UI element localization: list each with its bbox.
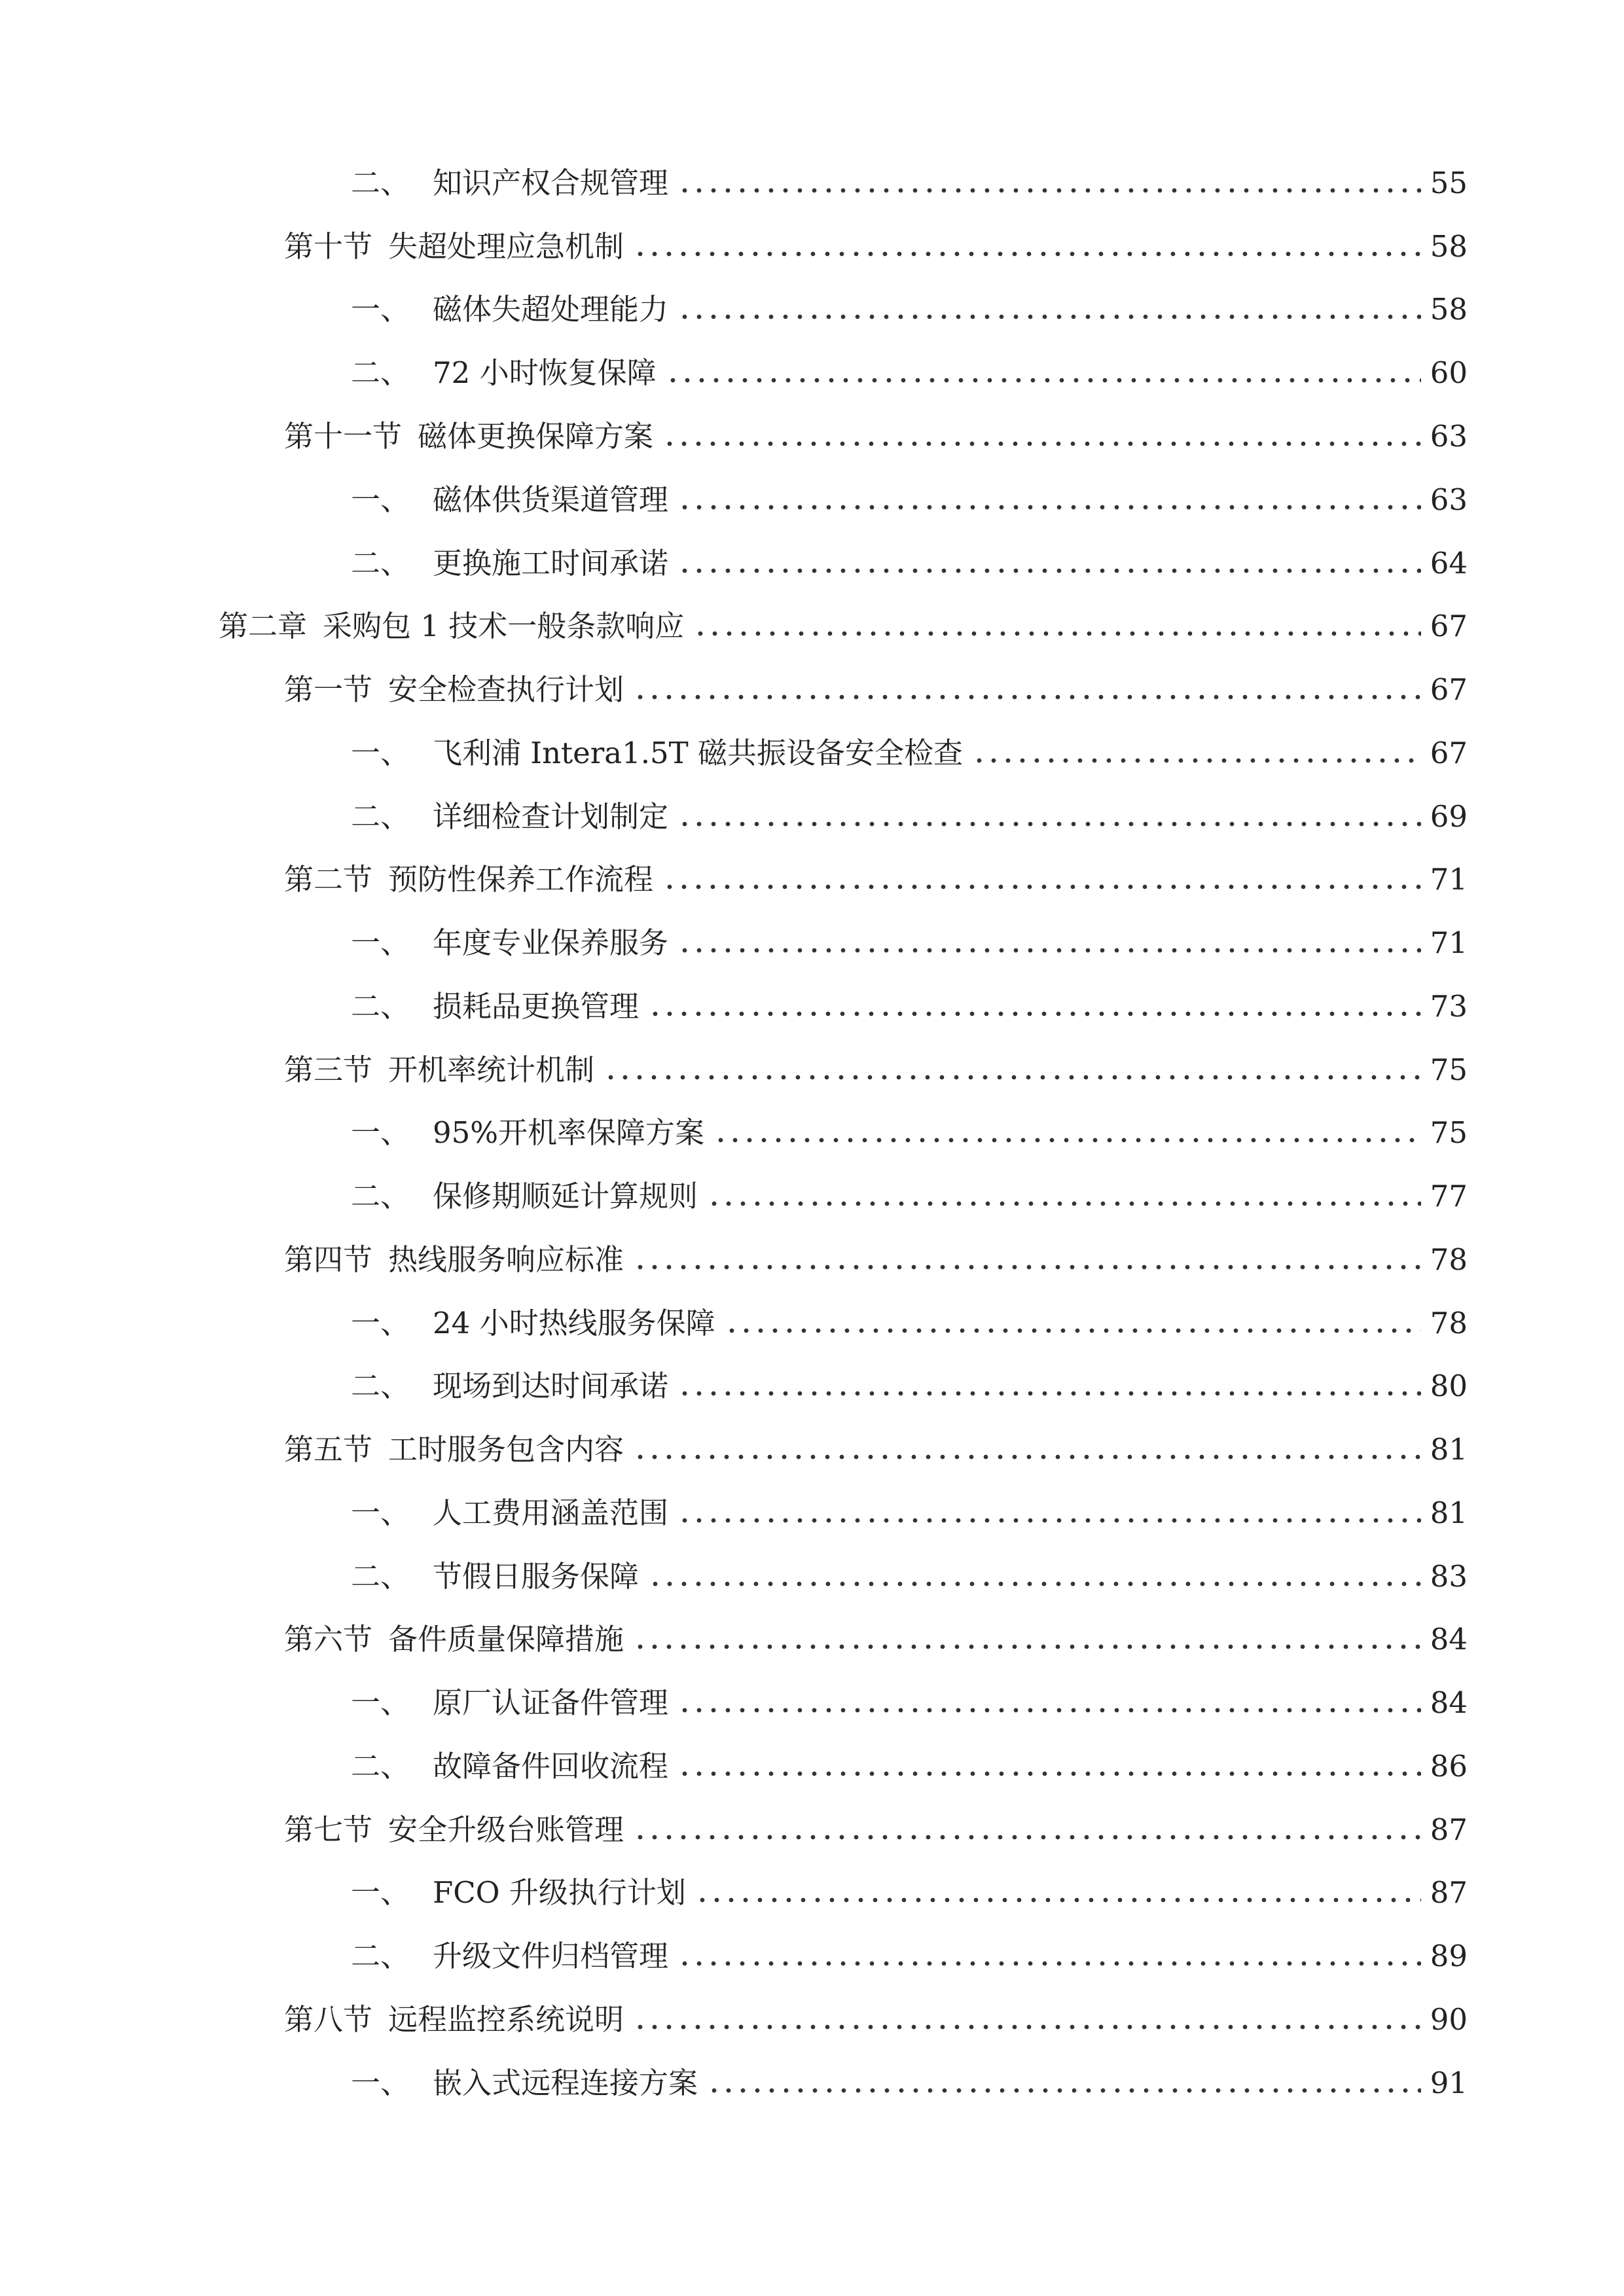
entry-number: 二、 — [351, 1559, 410, 1594]
entry-title: FCO 升级执行计划 — [433, 1875, 686, 1910]
dot-leader — [707, 2087, 1421, 2094]
toc-entry[interactable] — [351, 1164, 1468, 1216]
entry-page-number: 58 — [1430, 292, 1468, 327]
entry-page-number: 67 — [1430, 736, 1468, 770]
dot-leader — [972, 757, 1421, 764]
entry-title: 升级文件归档管理 — [433, 1939, 669, 1973]
entry-number: 第五节 — [284, 1432, 373, 1467]
entry-number: 一、 — [351, 1496, 410, 1530]
dot-leader — [633, 1834, 1421, 1840]
entry-number: 第十一节 — [284, 419, 403, 454]
entry-number: 第八节 — [284, 2002, 373, 2037]
entry-page-number: 86 — [1430, 1749, 1468, 1784]
entry-page-number: 67 — [1430, 609, 1468, 643]
dot-leader — [648, 1581, 1421, 1587]
entry-page-number: 71 — [1430, 925, 1468, 960]
entry-page-number: 87 — [1430, 1812, 1468, 1847]
entry-page-number: 58 — [1430, 229, 1468, 264]
entry-number: 第六节 — [284, 1622, 373, 1657]
entry-number: 一、 — [351, 925, 410, 960]
entry-number: 二、 — [351, 166, 410, 200]
entry-number: 一、 — [351, 1306, 410, 1340]
toc-entry[interactable] — [284, 1797, 1468, 1850]
entry-page-number: 78 — [1430, 1306, 1468, 1340]
dot-leader — [693, 630, 1420, 637]
dot-leader — [725, 1327, 1421, 1334]
dot-leader — [633, 1643, 1421, 1650]
entry-title: 磁体供货渠道管理 — [433, 482, 669, 517]
toc-entry[interactable] — [219, 594, 1468, 646]
entry-number: 第一节 — [284, 672, 373, 707]
entry-title: 工时服务包含内容 — [388, 1432, 624, 1467]
entry-page-number: 81 — [1430, 1432, 1468, 1467]
toc-entry[interactable] — [351, 1670, 1468, 1723]
toc-entry[interactable] — [351, 1924, 1468, 1976]
dot-leader — [633, 1454, 1421, 1460]
toc-entry[interactable] — [284, 1037, 1468, 1090]
entry-title: 更换施工时间承诺 — [433, 546, 669, 581]
dot-leader — [677, 1960, 1421, 1967]
toc-entry[interactable] — [351, 2051, 1468, 2103]
entry-page-number: 90 — [1430, 2002, 1468, 2037]
entry-number: 一、 — [351, 736, 410, 770]
entry-title: 失超处理应急机制 — [388, 229, 624, 264]
entry-number: 一、 — [351, 1115, 410, 1150]
entry-number: 一、 — [351, 292, 410, 327]
toc-entry[interactable] — [351, 467, 1468, 520]
entry-page-number: 67 — [1430, 672, 1468, 707]
dot-leader — [677, 314, 1421, 320]
toc-entry[interactable] — [284, 1417, 1468, 1469]
entry-page-number: 69 — [1430, 799, 1468, 834]
toc-entry[interactable] — [351, 1734, 1468, 1786]
entry-number: 第二节 — [284, 862, 373, 897]
dot-leader — [633, 694, 1421, 700]
dot-leader — [677, 947, 1421, 954]
toc-entry[interactable] — [351, 1860, 1468, 1912]
entry-number: 二、 — [351, 799, 410, 834]
entry-title: 磁体失超处理能力 — [433, 292, 669, 327]
entry-number: 第二章 — [219, 609, 308, 643]
toc-entry[interactable] — [351, 340, 1468, 393]
entry-page-number: 91 — [1430, 2066, 1468, 2100]
entry-page-number: 77 — [1430, 1179, 1468, 1213]
entry-title: 详细检查计划制定 — [433, 799, 669, 834]
dot-leader — [604, 1074, 1421, 1081]
entry-page-number: 71 — [1430, 862, 1468, 897]
dot-leader — [677, 504, 1421, 511]
entry-title: 安全升级台账管理 — [388, 1812, 624, 1847]
entry-number: 第四节 — [284, 1242, 373, 1277]
dot-leader — [677, 567, 1421, 574]
entry-page-number: 55 — [1430, 166, 1468, 200]
toc-entry[interactable] — [284, 214, 1468, 266]
entry-number: 二、 — [351, 546, 410, 581]
dot-leader — [662, 440, 1421, 447]
entry-page-number: 80 — [1430, 1369, 1468, 1403]
dot-leader — [677, 1707, 1421, 1713]
entry-number: 二、 — [351, 1179, 410, 1213]
entry-title: 预防性保养工作流程 — [388, 862, 654, 897]
entry-page-number: 75 — [1430, 1115, 1468, 1150]
entry-number: 一、 — [351, 482, 410, 517]
entry-title: 损耗品更换管理 — [433, 989, 640, 1024]
toc-entry[interactable] — [351, 784, 1468, 836]
dot-leader — [633, 251, 1421, 257]
dot-leader — [677, 821, 1421, 827]
toc-entry[interactable] — [351, 1480, 1468, 1533]
entry-page-number: 64 — [1430, 546, 1468, 581]
entry-title: 95%开机率保障方案 — [433, 1115, 705, 1150]
entry-page-number: 75 — [1430, 1052, 1468, 1087]
entry-number: 第七节 — [284, 1812, 373, 1847]
toc-entry[interactable] — [284, 1227, 1468, 1280]
entry-number: 第三节 — [284, 1052, 373, 1087]
dot-leader — [677, 1390, 1421, 1397]
entry-title: 安全检查执行计划 — [388, 672, 624, 707]
dot-leader — [633, 2024, 1421, 2030]
toc-entry[interactable] — [351, 910, 1468, 963]
entry-page-number: 84 — [1430, 1622, 1468, 1657]
entry-title: 备件质量保障措施 — [388, 1622, 624, 1657]
toc-entry[interactable] — [284, 1607, 1468, 1659]
entry-number: 二、 — [351, 989, 410, 1024]
dot-leader — [677, 1517, 1421, 1524]
entry-number: 二、 — [351, 1939, 410, 1973]
dot-leader — [648, 1011, 1421, 1017]
toc-entry[interactable] — [351, 1291, 1468, 1343]
toc-entry[interactable] — [351, 1544, 1468, 1596]
entry-number: 二、 — [351, 355, 410, 390]
entry-title: 嵌入式远程连接方案 — [433, 2066, 698, 2100]
entry-number: 一、 — [351, 1875, 410, 1910]
entry-title: 磁体更换保障方案 — [418, 419, 654, 454]
entry-title: 飞利浦 Intera1.5T 磁共振设备安全检查 — [433, 736, 964, 770]
toc-entry[interactable] — [284, 1987, 1468, 2039]
entry-title: 年度专业保养服务 — [433, 925, 669, 960]
entry-number: 二、 — [351, 1369, 410, 1403]
entry-page-number: 73 — [1430, 989, 1468, 1024]
entry-title: 采购包 1 技术一般条款响应 — [323, 609, 685, 643]
entry-page-number: 63 — [1430, 419, 1468, 454]
toc-entry[interactable] — [351, 721, 1468, 773]
entry-number: 二、 — [351, 1749, 410, 1784]
entry-page-number: 87 — [1430, 1875, 1468, 1910]
entry-page-number: 78 — [1430, 1242, 1468, 1277]
entry-title: 现场到达时间承诺 — [433, 1369, 669, 1403]
toc-entry[interactable] — [351, 531, 1468, 583]
entry-title: 人工费用涵盖范围 — [433, 1496, 669, 1530]
dot-leader — [662, 884, 1421, 890]
entry-page-number: 60 — [1430, 355, 1468, 390]
dot-leader — [633, 1264, 1421, 1270]
entry-title: 开机率统计机制 — [388, 1052, 595, 1087]
entry-title: 节假日服务保障 — [433, 1559, 640, 1594]
dot-leader — [677, 187, 1421, 194]
dot-leader — [666, 377, 1421, 384]
toc-entry[interactable] — [284, 657, 1468, 709]
entry-number: 一、 — [351, 2066, 410, 2100]
entry-title: 故障备件回收流程 — [433, 1749, 669, 1784]
entry-page-number: 83 — [1430, 1559, 1468, 1594]
entry-title: 72 小时恢复保障 — [433, 355, 657, 390]
entry-title: 远程监控系统说明 — [388, 2002, 624, 2037]
toc-entry[interactable] — [351, 1354, 1468, 1406]
entry-page-number: 84 — [1430, 1685, 1468, 1720]
toc-entry[interactable] — [351, 1100, 1468, 1153]
entry-title: 保修期顺延计算规则 — [433, 1179, 698, 1213]
entry-title: 24 小时热线服务保障 — [433, 1306, 715, 1340]
entry-title: 热线服务响应标准 — [388, 1242, 624, 1277]
entry-title: 知识产权合规管理 — [433, 166, 669, 200]
entry-number: 一、 — [351, 1685, 410, 1720]
toc-entry[interactable] — [284, 404, 1468, 456]
dot-leader — [677, 1770, 1421, 1777]
entry-page-number: 63 — [1430, 482, 1468, 517]
toc-entry[interactable] — [351, 974, 1468, 1026]
entry-page-number: 81 — [1430, 1496, 1468, 1530]
toc-entry[interactable] — [351, 151, 1468, 203]
toc-entry[interactable] — [284, 847, 1468, 899]
entry-page-number: 89 — [1430, 1939, 1468, 1973]
entry-title: 原厂认证备件管理 — [433, 1685, 669, 1720]
toc-entry[interactable] — [351, 277, 1468, 329]
dot-leader — [713, 1137, 1421, 1143]
entry-number: 第十节 — [284, 229, 373, 264]
dot-leader — [707, 1200, 1421, 1207]
dot-leader — [695, 1897, 1421, 1903]
